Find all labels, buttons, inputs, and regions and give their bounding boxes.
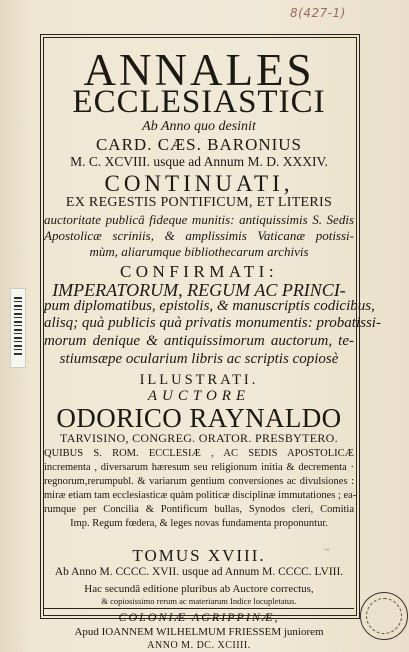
imprint-year: ANNO M. DC. XCIIII.	[147, 640, 251, 651]
body-line-1: auctoritate publicâ fideque munitis: antiquissimis S. Sedis	[44, 212, 354, 227]
title-illustrati: ILLUSTRATI.	[139, 372, 259, 388]
title-ex-regestis: EX REGESTIS PONTIFICUM, ET LITERIS	[65, 195, 333, 210]
body-line-4: pum diplomatibus, epistolis, & manuscriptis codicibus,	[44, 298, 375, 314]
volume-date-range: Ab Anno M. CCCC. XVII. usque ad Annum M. CCCC. LVIII.	[54, 566, 344, 578]
body-line-2: Apostolicæ scriniis, & amplissimis Vaticanæ potissi-	[44, 228, 354, 243]
summary-line-1: QUIBUS S. ROM. ECCLESIÆ , AC SEDIS APOSTOLICÆ	[44, 448, 354, 459]
summary-line-5: rumque per Concilia & Pontificum bullas, Synodos cleri, Comitia	[44, 504, 354, 515]
title-ecclesiastici: ECCLESIASTICI	[72, 84, 326, 120]
title-annales: ANNALES	[83, 45, 315, 95]
title-imperatorum: IMPERATORUM, REGUM AC PRINCI-	[52, 280, 346, 300]
title-confirmati: CONFIRMATI:	[119, 262, 279, 281]
summary-line-6: Imp. Regum fœdera, & leges novas fundamenta proponuntur.	[70, 518, 328, 529]
imprint-divider	[44, 608, 354, 609]
shelfmark-annotation: 8(427-1)	[290, 6, 346, 20]
title-baronius: CARD. CÆS. BARONIUS	[95, 135, 303, 154]
author-name: ODORICO RAYNALDO	[56, 403, 342, 433]
author-affiliation: TARVISINO, CONGREG. ORATOR. PRESBYTERO.	[60, 431, 338, 445]
barcode-label	[10, 288, 26, 368]
index-note: & copiosissimo rerum ac materiarum Indice locupletatus.	[101, 596, 297, 606]
volume-number: TOMUS XVIII.	[132, 546, 266, 565]
summary-line-3: regnorum,rerumpubl. & variarum gentium conversiones ac divulsiones :	[44, 476, 354, 487]
title-date-range: M. C. XCVIII. usque ad Annum M. D. XXXIV.	[70, 154, 328, 169]
imprint-place: COLONIÆ AGRIPPINÆ,	[118, 610, 280, 624]
title-continuati: CONTINUATI,	[104, 171, 294, 196]
handwritten-mark: ~	[324, 545, 330, 556]
body-line-5: alisq; quà publicis quà privatis monumentis: probatissi-	[44, 315, 381, 331]
body-line-3: mùm, aliarumque bibliothecarum archivis	[89, 244, 309, 259]
body-line-6: morum denique & antiquissimorum auctorum, te-	[44, 333, 354, 349]
barcode-icon	[14, 297, 22, 357]
edition-note: Hac secundâ editione pluribus ab Auctore correctus,	[84, 583, 314, 595]
title-ab-anno: Ab Anno quo desinit	[142, 119, 256, 134]
summary-line-4: miræ etiam tam ecclesiasticæ quàm politicæ disciplinæ immutationes ; ea-	[44, 490, 357, 501]
body-line-7: stiumsæpe ocularium libris ac scriptis copiosè	[59, 351, 339, 367]
library-stamp-icon	[360, 592, 408, 640]
imprint-printer: Apud IOANNEM WILHELMUM FRIESSEM juniorem	[74, 626, 324, 638]
title-auctore: AUCTORE	[147, 388, 251, 404]
summary-line-2: incrementa , diversarum hæresum seu religionum initia & decrementa ·	[44, 462, 354, 473]
